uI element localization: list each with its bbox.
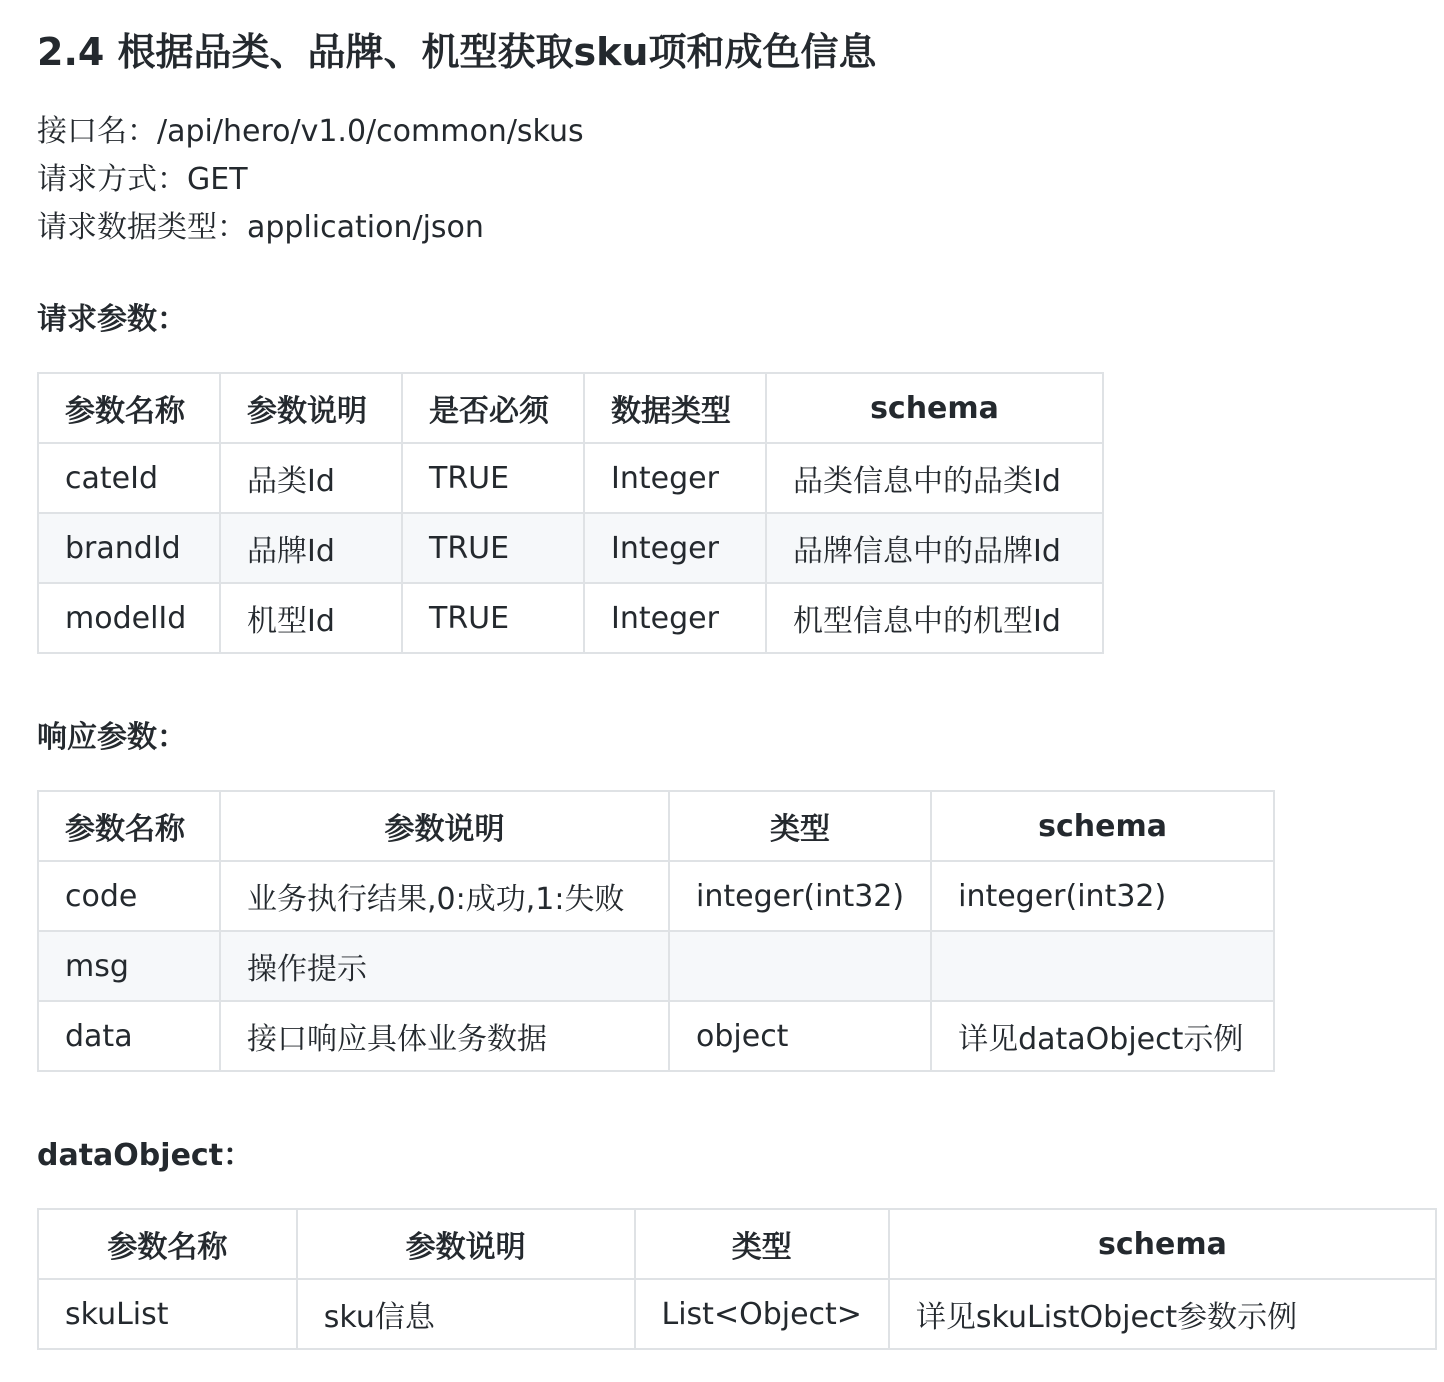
table-cell: 品牌Id <box>220 513 402 583</box>
column-header: 类型 <box>669 791 931 861</box>
column-header: 参数名称 <box>38 373 220 443</box>
table-cell <box>669 931 931 1001</box>
table-cell: 机型Id <box>220 583 402 653</box>
data-object-table <box>37 1208 1437 1350</box>
table-cell: 品类Id <box>220 443 402 513</box>
table-cell: Integer <box>584 583 766 653</box>
table-row <box>38 1279 1436 1349</box>
table-row <box>38 443 1103 513</box>
column-header: 参数名称 <box>38 1209 297 1279</box>
request-params-title: 请求参数： <box>37 302 187 337</box>
table-cell: brandId <box>38 513 220 583</box>
table-row <box>38 583 1103 653</box>
table-row <box>38 1001 1274 1071</box>
column-header: 参数名称 <box>38 791 220 861</box>
table-header-row <box>38 1209 1436 1279</box>
table-cell: TRUE <box>402 443 584 513</box>
table-cell: msg <box>38 931 220 1001</box>
content-type-line: 请求数据类型：application/json <box>37 210 484 245</box>
table-row <box>38 513 1103 583</box>
column-header: 参数说明 <box>297 1209 635 1279</box>
column-header: 类型 <box>635 1209 889 1279</box>
table-cell: 品类信息中的品类Id <box>766 443 1103 513</box>
column-header: 参数说明 <box>220 791 669 861</box>
column-header: 参数说明 <box>220 373 402 443</box>
table-cell: Integer <box>584 513 766 583</box>
table-cell: 业务执行结果,0:成功,1:失败 <box>220 861 669 931</box>
table-cell <box>931 931 1274 1001</box>
table-cell: 详见skuListObject参数示例 <box>889 1279 1436 1349</box>
api-meta <box>37 108 584 252</box>
table-cell: data <box>38 1001 220 1071</box>
table-row <box>38 931 1274 1001</box>
table-row <box>38 861 1274 931</box>
request-params-table <box>37 372 1104 654</box>
table-header-row <box>38 373 1103 443</box>
table-cell: object <box>669 1001 931 1071</box>
column-header: 是否必须 <box>402 373 584 443</box>
table-cell: integer(int32) <box>931 861 1274 931</box>
response-params-title: 响应参数： <box>37 720 187 755</box>
column-header: 数据类型 <box>584 373 766 443</box>
column-header: schema <box>889 1209 1436 1279</box>
request-method-line: 请求方式：GET <box>37 162 248 197</box>
table-cell: 详见dataObject示例 <box>931 1001 1274 1071</box>
table-cell: List<Object> <box>635 1279 889 1349</box>
column-header: schema <box>766 373 1103 443</box>
response-params-table <box>37 790 1275 1072</box>
page-title: 2.4 根据品类、品牌、机型获取sku项和成色信息 <box>37 30 877 74</box>
table-cell: TRUE <box>402 513 584 583</box>
table-cell: TRUE <box>402 583 584 653</box>
column-header: schema <box>931 791 1274 861</box>
api-name-line: 接口名：/api/hero/v1.0/common/skus <box>37 114 584 149</box>
data-object-title: dataObject： <box>37 1138 254 1173</box>
table-cell: 接口响应具体业务数据 <box>220 1001 669 1071</box>
table-cell: 机型信息中的机型Id <box>766 583 1103 653</box>
table-cell: sku信息 <box>297 1279 635 1349</box>
table-cell: modelId <box>38 583 220 653</box>
table-cell: integer(int32) <box>669 861 931 931</box>
table-cell: skuList <box>38 1279 297 1349</box>
table-cell: code <box>38 861 220 931</box>
table-cell: cateId <box>38 443 220 513</box>
table-header-row <box>38 791 1274 861</box>
table-cell: Integer <box>584 443 766 513</box>
table-cell: 操作提示 <box>220 931 669 1001</box>
table-cell: 品牌信息中的品牌Id <box>766 513 1103 583</box>
